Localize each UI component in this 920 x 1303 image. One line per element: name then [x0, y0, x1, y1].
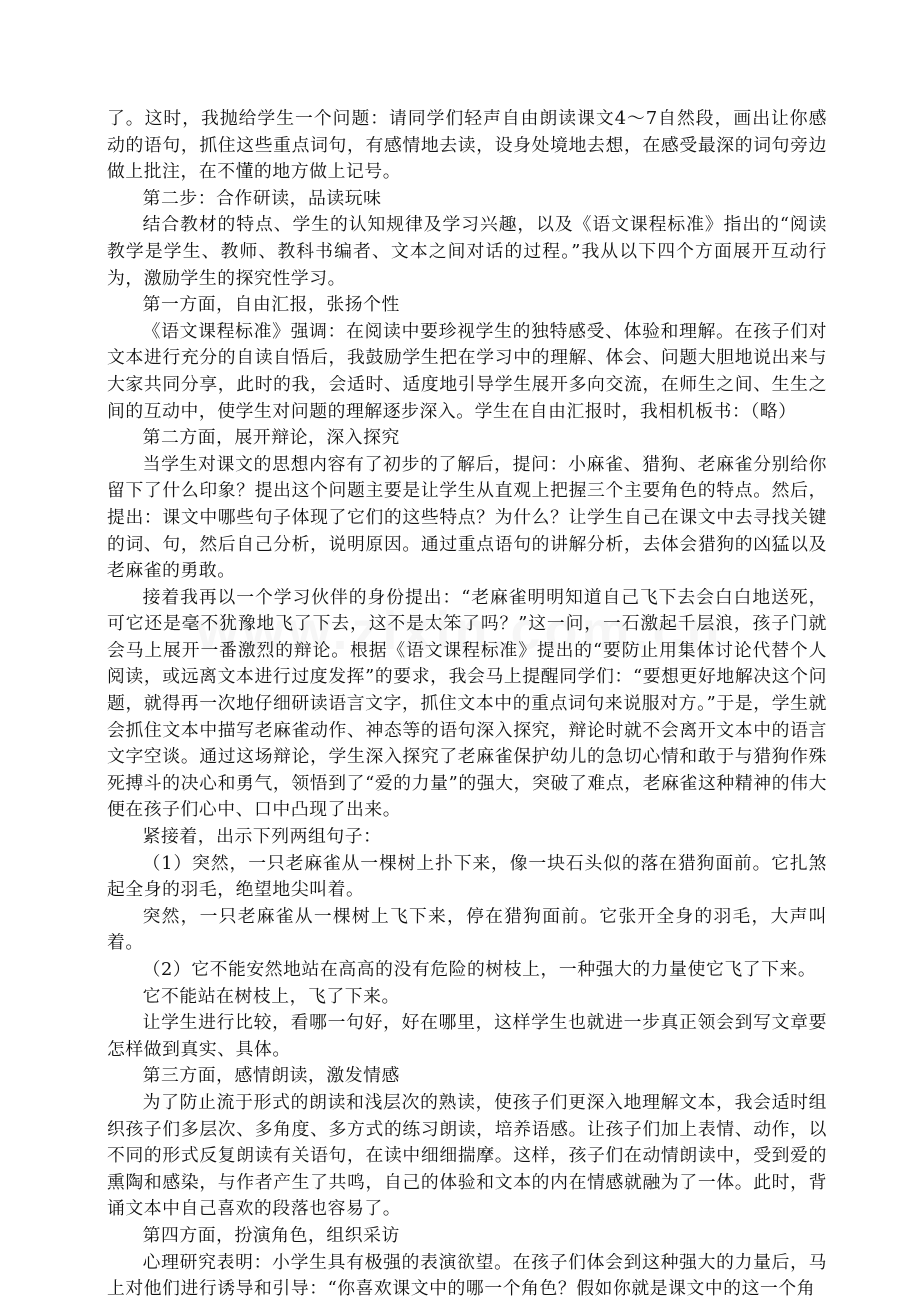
paragraph: 《语文课程标准》强调：在阅读中要珍视学生的独特感受、体验和理解。在孩子们对文本进行充分的自读自悟后，我鼓励学生把在学习中的理解、体会、问题大胆地说出来与大家共同分享，此时的我，会适时、适度地引导学生展开多向交流，在师生之间、生生之间的互动中，使学生对问题的理解逐步深入。学生在自由汇报时，我相机板书：（略） [107, 320, 827, 422]
paragraph: 第三方面，感情朗读，激发情感 [142, 1065, 400, 1087]
paragraph: 突然，一只老麻雀从一棵树上飞下来，停在猎狗面前。它张开全身的羽毛，大声叫着。 [107, 905, 827, 954]
document-body [107, 106, 827, 1303]
paragraph: 为了防止流于形式的朗读和浅层次的熟读，使孩子们更深入地理解文本，我会适时组织孩子们多层次、多角度、多方式的练习朗读，培养语感。让孩子们加上表情、动作，以不同的形式反复朗读有关语句，在读中细细揣摩。这样，孩子们在动情朗读中，受到爱的熏陶和感染，与作者产生了共鸣，自己的体验和文本的内在情感就融为了一体。此时，背诵文本中自己喜欢的段落也容易了。 [107, 1091, 827, 1220]
paragraph: 第四方面，扮演角色，组织采访 [142, 1224, 400, 1246]
paragraph: （1）突然，一只老麻雀从一棵树上扑下来，像一块石头似的落在猎狗面前。它扎煞起全身的羽毛，绝望地尖叫着。 [107, 852, 827, 901]
paragraph: 第二方面，展开辩论，深入探究 [142, 427, 400, 449]
paragraph: 让学生进行比较，看哪一句好，好在哪里，这样学生也就进一步真正领会到写文章要怎样做到真实、具体。 [107, 1012, 827, 1060]
paragraph: 心理研究表明：小学生具有极强的表演欲望。在孩子们体会到这种强大的力量后，马上对他们进行诱导和引导：“你喜欢课文中的哪一个角色？假如你就是课文中的这一个角 [107, 1251, 827, 1300]
paragraph: （2）它不能安然地站在高高的没有危险的树枝上，一种强大的力量使它飞了下来。 [142, 959, 817, 980]
paragraph: 第二步：合作研读，品读玩味 [142, 187, 382, 209]
paragraph: 了。这时，我抛给学生一个问题：请同学们轻声自由朗读课文4～7自然段，画出让你感动的语句，抓住这些重点词句，有感情地去读，设身处境地去想，在感受最深的词句旁边做上批注，在不懂的地方做上记号。 [107, 108, 827, 183]
paragraph: 结合教材的特点、学生的认知规律及学习兴趣，以及《语文课程标准》指出的“阅读教学是学生、教师、教科书编者、文本之间对话的过程。”我从以下四个方面展开互动行为，激励学生的探究性学习。 [107, 214, 827, 289]
paragraph: 当学生对课文的思想内容有了初步的了解后，提问：小麻雀、猎狗、老麻雀分别给你留下了什么印象？提出这个问题主要是让学生从直观上把握三个主要角色的特点。然后，提出：课文中哪些句子体现了它们的这些特点？为什么？让学生自己在课文中去寻找关键的词、句，然后自己分析，说明原因。通过重点语句的讲解分析，去体会猎狗的凶猛以及老麻雀的勇敢。 [107, 453, 827, 582]
paragraph: 接着我再以一个学习伙伴的身份提出：“老麻雀明明知道自己飞下去会白白地送死，可它还是毫不犹豫地飞了下去，这不是太笨了吗？”这一问，一石激起千层浪，孩子门就会马上展开一番激烈的辩论。根据《语文课程标准》提出的“要防止用集体讨论代替个人阅读，或远离文本进行过度发挥”的要求，我会马上提醒同学们：“要想更好地解决这个问题，就得再一次地仔细研读语言文字，抓住文本中的重点词句来说服对方。”于是，学生就会抓住文本中描写老麻雀动作、神态等的语句深入探究，辩论时就不会离开文本中的语言文字空谈。通过这场辩论，学生深入探究了老麻雀保护幼儿的急切心情和敢于与猎狗作殊死搏斗的决心和勇气，领悟到了“爱的力量”的强大，突破了难点，老麻雀这种精神的伟大便在孩子们心中、口中凸现了出来。 [107, 586, 827, 821]
paragraph: 它不能站在树枝上，飞了下来。 [142, 985, 400, 1007]
paragraph: 第一方面，自由汇报，张扬个性 [142, 294, 400, 316]
paragraph: 紧接着，出示下列两组句子： [142, 826, 382, 848]
